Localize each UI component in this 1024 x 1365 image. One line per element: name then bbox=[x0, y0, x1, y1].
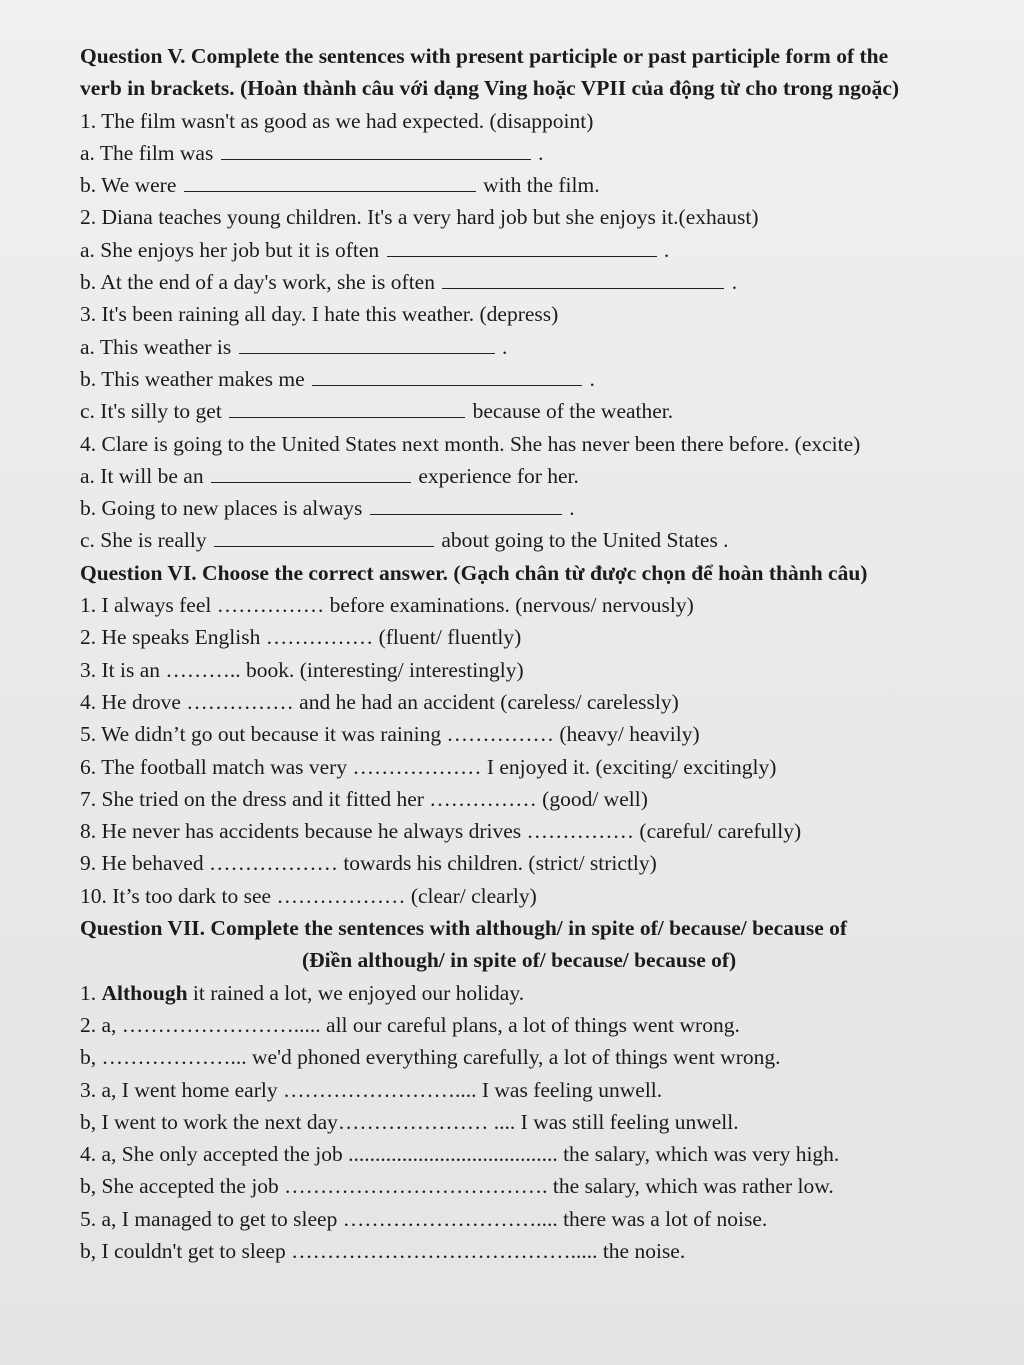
q5-item-suffix: . bbox=[663, 237, 670, 262]
q7-item: b, She accepted the job ………………………………. the salary, which was rather low. bbox=[80, 1174, 834, 1199]
answer-blank[interactable] bbox=[221, 141, 531, 160]
q5-item bbox=[80, 395, 1015, 427]
q7-item bbox=[80, 977, 1015, 1009]
answer-blank[interactable] bbox=[211, 464, 411, 483]
q5-item: 2. Diana teaches young children. It's a very hard job but she enjoys it.(exhaust) bbox=[80, 205, 759, 230]
q5-item-suffix: because of the weather. bbox=[472, 399, 674, 424]
q6-item: 8. He never has accidents because he always drives …………… (careful/ carefully) bbox=[80, 819, 802, 844]
q6-heading: Question VI. Choose the correct answer. (Gạch chân từ được chọn để hoàn thành câu) bbox=[80, 560, 868, 585]
q6-item: 9. He behaved ……………… towards his children. (strict/ strictly) bbox=[80, 851, 657, 876]
q5-item bbox=[80, 524, 1015, 556]
q7-item-number: 1. bbox=[80, 980, 97, 1005]
q6-item: 5. We didn’t go out because it was raining …………… (heavy/ heavily) bbox=[80, 722, 700, 747]
q6-item: 3. It is an ……….. book. (interesting/ interestingly) bbox=[80, 657, 524, 682]
q5-item-suffix: . bbox=[502, 334, 508, 359]
q5-heading-line-2: verb in brackets. (Hoàn thành câu với dạng Ving hoặc VPII của động từ cho trong ngoặc) bbox=[80, 76, 900, 101]
answer-blank[interactable] bbox=[312, 367, 582, 386]
q6-item: 10. It’s too dark to see ……………… (clear/ clearly) bbox=[80, 883, 537, 908]
q5-item-suffix: . bbox=[569, 496, 575, 521]
answer-blank[interactable] bbox=[239, 335, 495, 354]
q5-item bbox=[80, 363, 1015, 395]
q6-item: 6. The football match was very ……………… I enjoyed it. (exciting/ excitingly) bbox=[80, 754, 777, 779]
q7-item: b, ………………... we'd phoned everything carefully, a lot of things went wrong. bbox=[80, 1045, 781, 1070]
q5-item bbox=[80, 331, 1015, 363]
q7-heading-line-1: Question VII. Complete the sentences with although/ in spite of/ because/ because of bbox=[80, 916, 848, 941]
q5-item-prompt: b. This weather makes me bbox=[80, 366, 305, 391]
q5-item-prompt: a. It will be an bbox=[80, 463, 204, 488]
q7-item: 2. a, ……………………..... all our careful plans, a lot of things went wrong. bbox=[80, 1012, 740, 1037]
q5-item: 4. Clare is going to the United States next month. She has never been there before. (excite) bbox=[80, 431, 861, 456]
q5-item: 1. The film wasn't as good as we had expected. (disappoint) bbox=[80, 108, 594, 133]
q5-item-prompt: c. She is really bbox=[80, 528, 207, 553]
q5-heading-line-1: Question V. Complete the sentences with present participle or past participle form of the bbox=[80, 44, 889, 68]
answer-blank[interactable] bbox=[184, 173, 476, 192]
answer-blank[interactable] bbox=[442, 270, 724, 289]
q7-item-text: it rained a lot, we enjoyed our holiday. bbox=[192, 980, 525, 1005]
q5-item-suffix: . bbox=[538, 140, 544, 165]
q7-item: 3. a, I went home early …………………….... I was feeling unwell. bbox=[80, 1077, 663, 1102]
q5-item-suffix: with the film. bbox=[483, 173, 600, 198]
answer-blank[interactable] bbox=[370, 496, 562, 515]
q7-heading-line-2: (Điền although/ in spite of/ because/ because of) bbox=[302, 948, 737, 973]
q5-item-prompt: a. This weather is bbox=[80, 334, 232, 359]
q6-item: 1. I always feel …………… before examinations. (nervous/ nervously) bbox=[80, 593, 694, 618]
q5-item bbox=[80, 169, 1015, 201]
q5-item-prompt: b. We were bbox=[80, 173, 177, 198]
q5-item-prompt: b. At the end of a day's work, she is often bbox=[80, 270, 435, 295]
answer-blank[interactable] bbox=[214, 528, 434, 547]
q5-item-prompt: a. The film was bbox=[80, 140, 214, 165]
q5-item-prompt: b. Going to new places is always bbox=[80, 496, 363, 521]
q7-item: b, I went to work the next day………………… .... I was still feeling unwell. bbox=[80, 1109, 739, 1134]
q7-item: 5. a, I managed to get to sleep ……………………….... there was a lot of noise. bbox=[80, 1206, 768, 1231]
q7-item: 4. a, She only accepted the job ....................................... the salary, which was very high. bbox=[80, 1142, 840, 1167]
q5-item bbox=[80, 266, 1015, 298]
q5-item-suffix: about going to the United States . bbox=[441, 528, 729, 553]
q7-item: b, I couldn't get to sleep …………………………………..... the noise. bbox=[80, 1238, 686, 1263]
q7-example-answer: Although bbox=[101, 980, 188, 1005]
q5-item-suffix: experience for her. bbox=[418, 463, 579, 488]
q5-item-prompt: c. It's silly to get bbox=[80, 399, 222, 424]
answer-blank[interactable] bbox=[387, 238, 657, 257]
q5-item bbox=[80, 492, 1015, 524]
q5-item-prompt: a. She enjoys her job but it is often bbox=[80, 237, 380, 262]
worksheet-content bbox=[80, 40, 1015, 1267]
q5-item: 3. It's been raining all day. I hate this weather. (depress) bbox=[80, 302, 559, 327]
q6-item: 7. She tried on the dress and it fitted her …………… (good/ well) bbox=[80, 786, 648, 811]
q6-item: 4. He drove …………… and he had an accident (careless/ carelessly) bbox=[80, 689, 679, 714]
q5-item bbox=[80, 137, 1015, 169]
q6-item: 2. He speaks English …………… (fluent/ fluently) bbox=[80, 625, 522, 650]
answer-blank[interactable] bbox=[229, 399, 465, 418]
q5-item bbox=[80, 460, 1015, 492]
q5-item bbox=[80, 234, 1015, 266]
q5-item-suffix: . bbox=[731, 270, 738, 295]
q5-item-suffix: . bbox=[589, 366, 595, 391]
